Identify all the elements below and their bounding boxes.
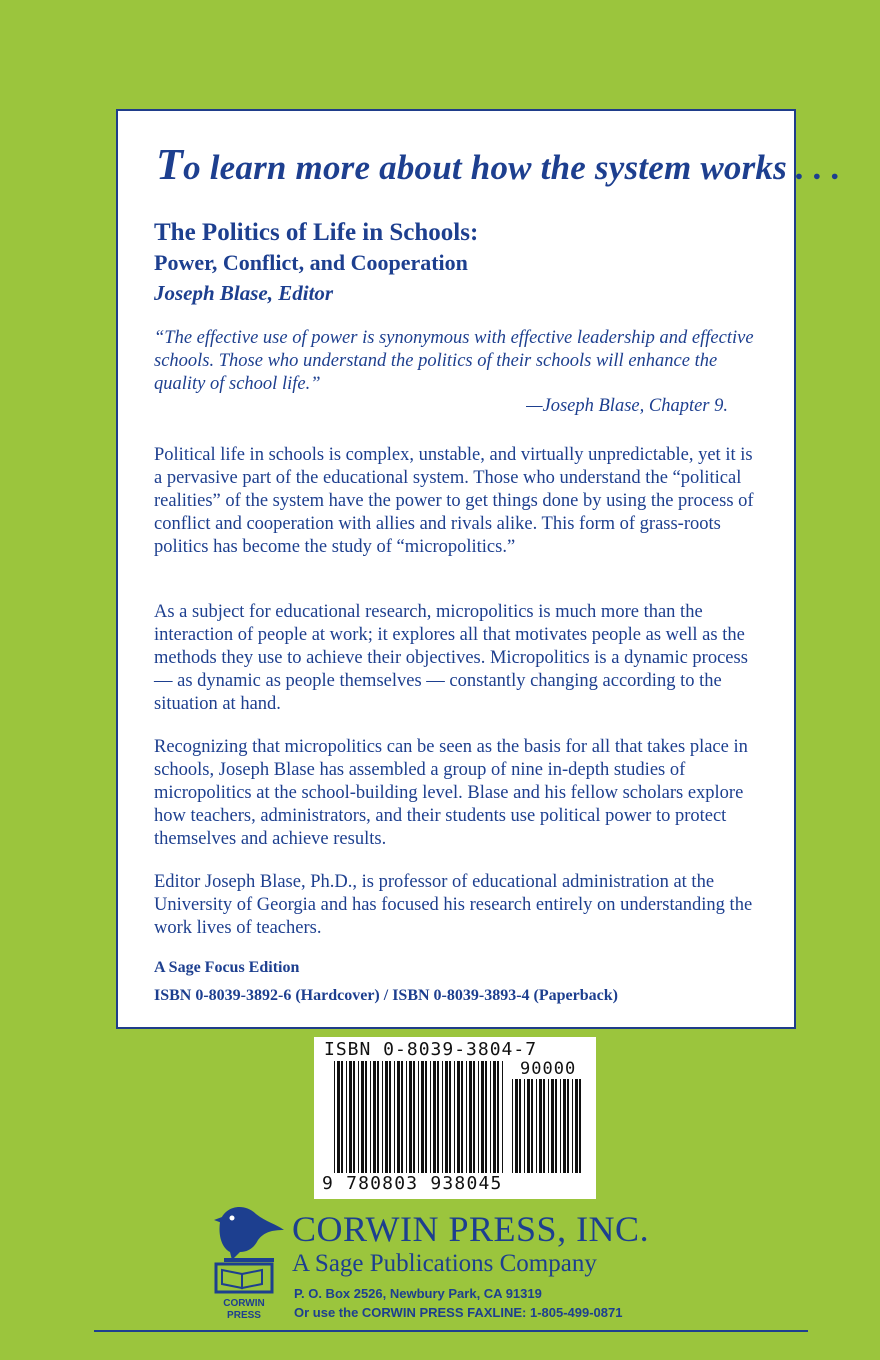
- publisher-tagline: A Sage Publications Company: [292, 1250, 597, 1277]
- corwin-press-logo-icon: [210, 1200, 286, 1324]
- book-subtitle: Power, Conflict, and Cooperation: [154, 250, 468, 275]
- book-title: The Politics of Life in Schools:: [154, 219, 479, 246]
- logo-text-press: PRESS: [227, 1310, 261, 1321]
- publisher-address: P. O. Box 2526, Newbury Park, CA 91319: [294, 1286, 542, 1301]
- pull-quote: “The effective use of power is synonymous with effective leadership and effective schools. Those who understand the politics of their schools will enhance the quality of school life.”: [154, 328, 754, 394]
- headline-drop-letter: T: [156, 140, 184, 189]
- publisher-fax: Or use the CORWIN PRESS FAXLINE: 1-805-499-0871: [294, 1305, 623, 1320]
- barcode-digits: 9 780803 938045: [322, 1173, 503, 1194]
- barcode: [314, 1037, 596, 1199]
- barcode-addon-bars-icon: [512, 1079, 586, 1173]
- back-cover-panel: [116, 109, 841, 1029]
- publisher-name: CORWIN PRESS, INC.: [292, 1209, 650, 1249]
- logo-text-corwin: CORWIN: [223, 1298, 265, 1309]
- barcode-isbn-text: ISBN 0-8039-3804-7: [324, 1039, 538, 1060]
- description-paragraph: As a subject for educational research, micropolitics is much more than the interaction of people at work; it explores all that motivates people as well as the methods they use to achieve their objectives. Micropolitics is a dynamic process — as dynamic as people themselves — constantly changing according to the situation at hand.: [154, 602, 748, 714]
- barcode-price-code: 90000: [520, 1059, 577, 1079]
- series-label: A Sage Focus Edition: [154, 959, 300, 976]
- headline-text: o learn more about how the system works . . .: [183, 148, 841, 187]
- bottom-rule: [94, 1330, 808, 1332]
- description-paragraph: Political life in schools is complex, unstable, and virtually unpredictable, yet it is a pervasive part of the educational system. Those who understand the “political realities” of the system have the power to get things done by using the process of conflict and cooperation with allies and rivals alike. This form of grass-roots politics has become the study of “micropolitics.”: [154, 445, 754, 557]
- description-paragraph: Recognizing that micropolitics can be seen as the basis for all that takes place in schools, Joseph Blase has assembled a group of nine in-depth studies of micropolitics at the school-building level. Blase and his fellow scholars explore how teachers, administrators, and their students use political power to protect themselves and achieve results.: [154, 737, 748, 849]
- isbn-line: ISBN 0-8039-3892-6 (Hardcover) / ISBN 0-8039-3893-4 (Paperback): [154, 987, 618, 1004]
- quote-attribution: —Joseph Blase, Chapter 9.: [526, 396, 728, 416]
- book-editor: Joseph Blase, Editor: [154, 281, 334, 305]
- headline: [156, 139, 841, 190]
- editor-bio-paragraph: Editor Joseph Blase, Ph.D., is professor of educational administration at the University of Georgia and has focused his research entirely on understanding the work lives of teachers.: [154, 872, 753, 938]
- barcode-bars-icon: [334, 1061, 506, 1173]
